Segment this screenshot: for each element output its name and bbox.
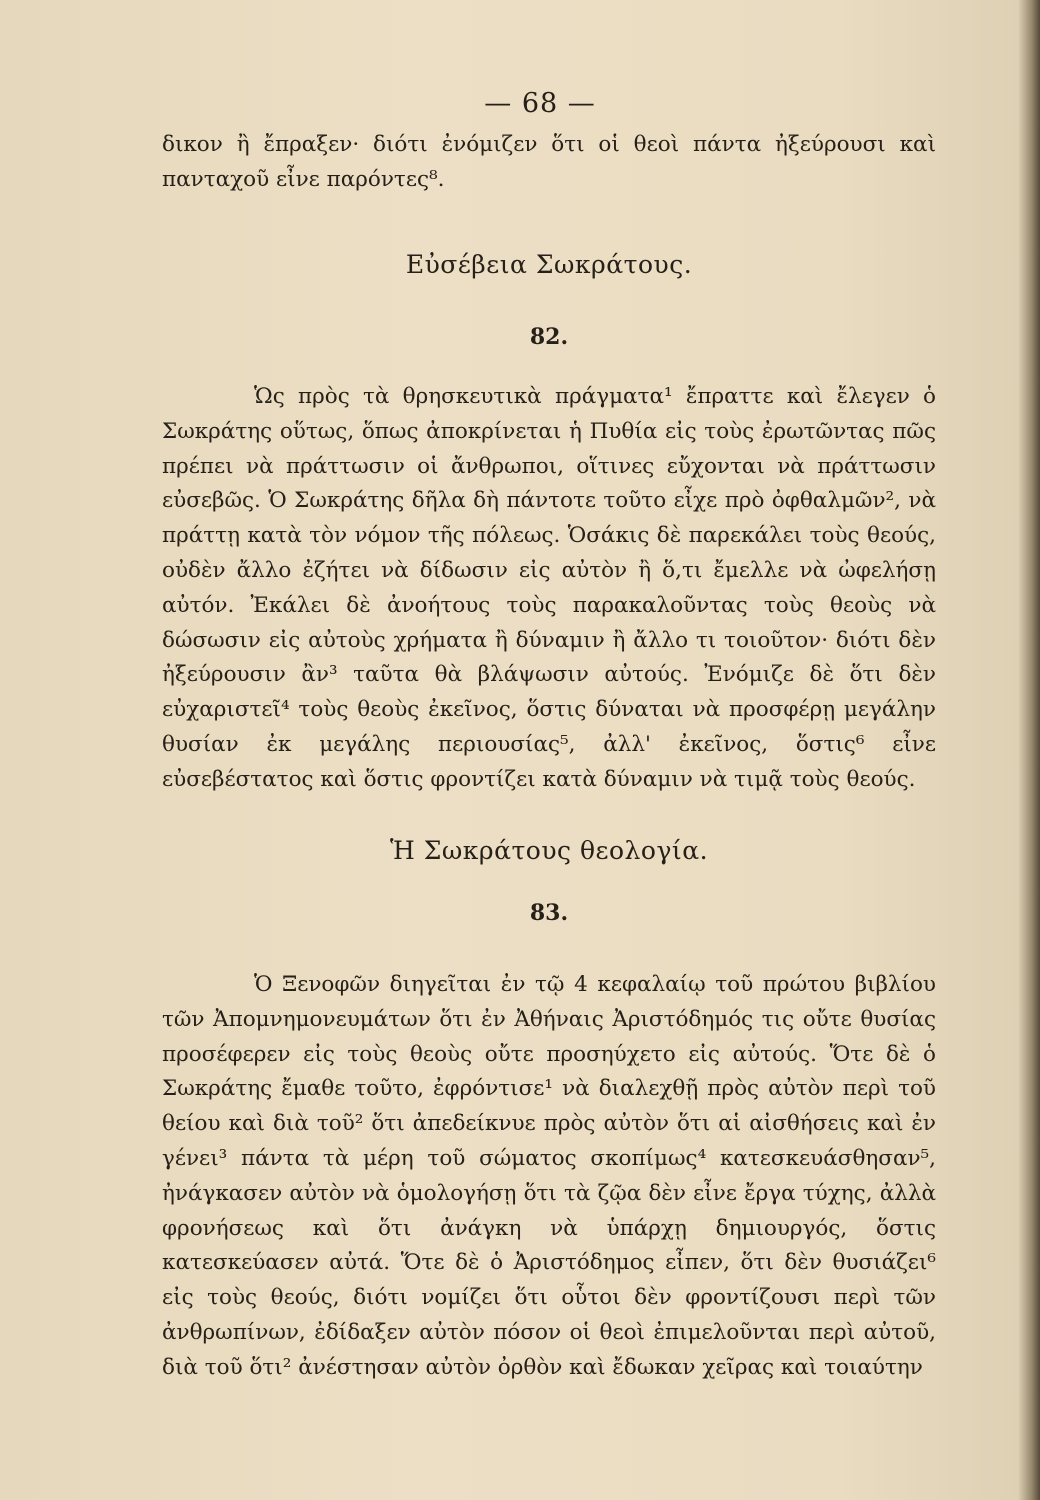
section-83-heading: Ἡ Σωκράτους θεολογία.	[389, 836, 709, 865]
section-83-body	[162, 968, 936, 1386]
section-83-paragraph: Ὁ Ξενοφῶν διηγεῖται ἐν τῷ 4 κεφαλαίῳ τοῦ πρώτου βιβλίου τῶν Ἀπομνημονευμάτων ὅτι ἐν Ἀθήναις Ἀριστόδημός τις οὔτε θυσίας προσέφερεν εἰς τοὺς θεοὺς οὔτε προσηύχετο εἰς αὐτούς. Ὅτε δὲ ὁ Σωκράτης ἔμαθε τοῦτο, ἐφρόντισε¹ νὰ διαλεχθῇ πρὸς αὐτὸν περὶ τοῦ θείου καὶ διὰ τοῦ² ὅτι ἀπεδείκνυε πρὸς αὐτὸν ὅτι αἱ αἰσθήσεις καὶ ἐν γένει³ πάντα τὰ μέρη τοῦ σώματος σκοπίμως⁴ κατεσκευάσθησαν⁵, ἠνάγκασεν αὐτὸν νὰ ὁμολογήσῃ ὅτι τὰ ζῷα δὲν εἶνε ἔργα τύχης, ἀλλὰ φρονήσεως καὶ ὅτι ἀνάγκη νὰ ὑπάρχῃ δημιουργός, ὅστις κατεσκεύασεν αὐτά. Ὅτε δὲ ὁ Ἀριστόδημος εἶπεν, ὅτι δὲν θυσιάζει⁶ εἰς τοὺς θεούς, διότι νομίζει ὅτι οὗτοι δὲν φροντίζουσι περὶ τῶν ἀνθρωπίνων, ἐδίδαξεν αὐτὸν πόσον οἱ θεοὶ ἐπιμελοῦνται περὶ αὐτοῦ, διὰ τοῦ ὅτι² ἀνέστησαν αὐτὸν ὀρθὸν καὶ ἔδωκαν χεῖρας καὶ τοιαύτην	[162, 972, 936, 1380]
page-binding-shadow	[1018, 0, 1040, 1500]
section-83-number: 83.	[529, 900, 569, 926]
section-82-body	[162, 380, 936, 798]
intro-paragraph-block	[162, 128, 936, 198]
section-82-paragraph: Ὡς πρὸς τὰ θρησκευτικὰ πράγματα¹ ἔπραττε καὶ ἔλεγεν ὁ Σωκράτης οὕτως, ὅπως ἀποκρίνεται ἡ Πυθία εἰς τοὺς ἐρωτῶντας πῶς πρέπει νὰ πράττωσιν οἱ ἄνθρωποι, οἵτινες εὔχονται νὰ πράττωσιν εὐσεβῶς. Ὁ Σωκράτης δῆλα δὴ πάντοτε τοῦτο εἶχε πρὸ ὀφθαλμῶν², νὰ πράττῃ κατὰ τὸν νόμον τῆς πόλεως. Ὁσάκις δὲ παρεκάλει τοὺς θεούς, οὐδὲν ἄλλο ἐζήτει νὰ δίδωσιν εἰς αὐτὸν ἢ ὅ,τι ἔμελλε νὰ ὠφελήσῃ αὐτόν. Ἐκάλει δὲ ἀνοήτους τοὺς παρακαλοῦντας τοὺς θεοὺς νὰ δώσωσιν εἰς αὐτοὺς χρήματα ἢ δύναμιν ἢ ἄλλο τι τοιοῦτον· διότι δὲν ἠξεύρουσιν ἂν³ ταῦτα θὰ βλάψωσιν αὐτούς. Ἐνόμιζε δὲ ὅτι δὲν εὐχαριστεῖ⁴ τοὺς θεοὺς ἐκεῖνος, ὅστις δύναται νὰ προσφέρῃ μεγάλην θυσίαν ἐκ μεγάλης περιουσίας⁵, ἀλλ' ἐκεῖνος, ὅστις⁶ εἶνε εὐσεβέστατος καὶ ὅστις φροντίζει κατὰ δύναμιν νὰ τιμᾷ τοὺς θεούς.	[162, 384, 936, 792]
section-82-number: 82.	[529, 324, 569, 350]
page-number: — 68 —	[484, 88, 596, 119]
intro-paragraph: δικον ἢ ἔπραξεν· διότι ἐνόμιζεν ὅτι οἱ θεοὶ πάντα ἠξεύρουσι καὶ πανταχοῦ εἶνε παρόντες⁸.	[162, 132, 936, 192]
section-82-heading: Εὐσέβεια Σωκράτους.	[405, 250, 693, 279]
